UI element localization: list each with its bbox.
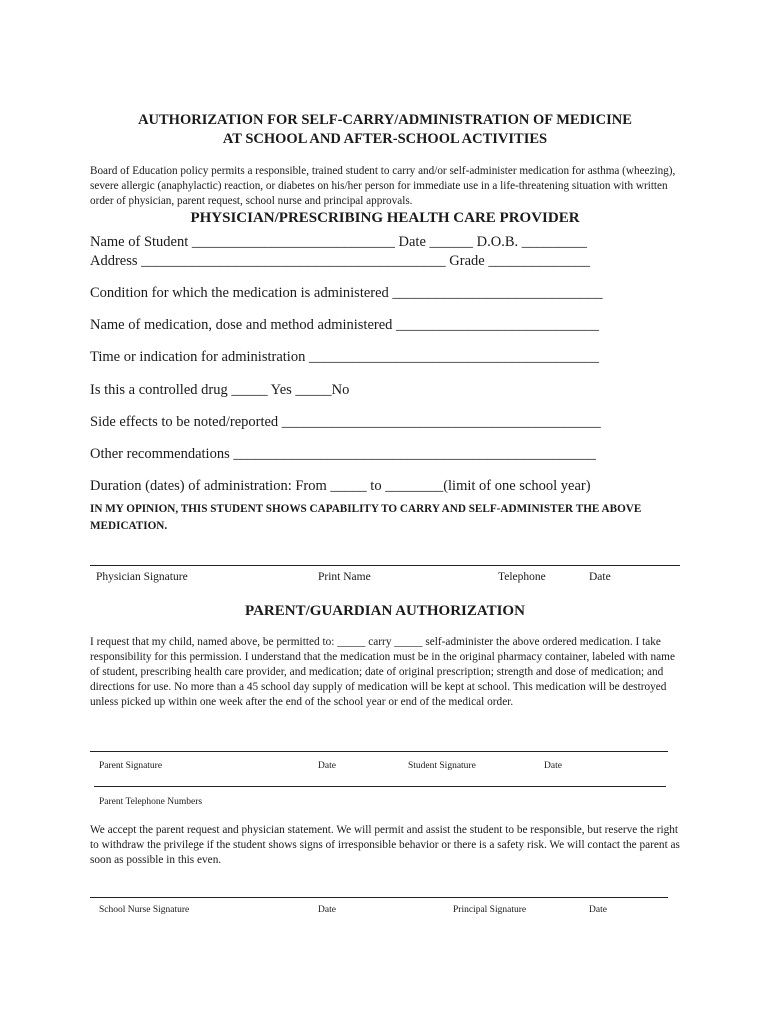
principal-signature-label: Principal Signature xyxy=(453,905,527,915)
address-field[interactable]: Address __________________________________________ Grade ______________ xyxy=(90,253,590,269)
student-name-field[interactable]: Name of Student ____________________________ Date ______ D.O.B. _________ xyxy=(90,234,587,250)
principal-date-label: Date xyxy=(589,905,607,915)
student-signature-label: Student Signature xyxy=(408,761,476,771)
physician-section-heading: PHYSICIAN/PRESCRIBING HEALTH CARE PROVIDER xyxy=(190,210,580,226)
form-title-line-1: AUTHORIZATION FOR SELF-CARRY/ADMINISTRATION OF MEDICINE xyxy=(138,112,632,128)
nurse-date-label: Date xyxy=(318,905,336,915)
nurse-signature-label: School Nurse Signature xyxy=(99,905,190,915)
administration-time-field[interactable]: Time or indication for administration ________________________________________ xyxy=(90,349,599,365)
controlled-drug-field[interactable]: Is this a controlled drug _____ Yes _____No xyxy=(90,382,350,398)
student-date-label: Date xyxy=(544,761,562,771)
physician-opinion-statement: IN MY OPINION, THIS STUDENT SHOWS CAPABILITY TO CARRY AND SELF-ADMINISTER THE ABOVE MEDICATION. xyxy=(90,503,642,532)
physician-signature-label: Physician Signature xyxy=(96,571,188,583)
print-name-label: Print Name xyxy=(318,571,371,583)
condition-field[interactable]: Condition for which the medication is administered _____________________________ xyxy=(90,285,603,301)
other-recommendations-field[interactable]: Other recommendations __________________________________________________ xyxy=(90,446,596,462)
duration-field[interactable]: Duration (dates) of administration: From _____ to ________(limit of one school year) xyxy=(90,478,591,494)
parent-signature-line[interactable] xyxy=(90,751,668,752)
parent-telephone-label: Parent Telephone Numbers xyxy=(99,797,203,807)
physician-date-label: Date xyxy=(589,571,611,583)
parent-signature-label: Parent Signature xyxy=(99,761,163,771)
parent-section-heading: PARENT/GUARDIAN AUTHORIZATION xyxy=(245,603,525,619)
side-effects-field[interactable]: Side effects to be noted/reported ____________________________________________ xyxy=(90,414,601,430)
parent-telephone-line[interactable] xyxy=(94,786,666,787)
parent-authorization-text: I request that my child, named above, be permitted to: _____ carry _____ self-administer the above ordered medication. I take responsibility for this permission. I understand that the medication must be in the original pharmacy container, labeled with name of student, prescribing health care provider, and medication; date of original prescription; strength and dose of medication; and directions for use. No more than a 45 school day supply of medication will be kept at school. This medication will be destroyed unless picked up within one week after the end of the school year or end of the medical order. xyxy=(90,636,675,708)
telephone-label: Telephone xyxy=(498,571,546,583)
parent-date-label: Date xyxy=(318,761,336,771)
nurse-principal-signature-line[interactable] xyxy=(90,897,668,898)
physician-signature-line[interactable] xyxy=(90,565,680,566)
policy-intro: Board of Education policy permits a responsible, trained student to carry and/or self-administer medication for asthma (wheezing), severe allergic (anaphylactic) reaction, or diabetes on his/her person for immediate use in a life-threatening situation with written order of physician, parent request, school nurse and principal approvals. xyxy=(90,165,676,207)
medication-field[interactable]: Name of medication, dose and method administered ____________________________ xyxy=(90,317,600,333)
school-acceptance-text: We accept the parent request and physician statement. We will permit and assist the student to be responsible, but reserve the right to withdraw the privilege if the student shows signs of irresponsible behavior or there is a safety risk. We will contact the parent as soon as possible in this even. xyxy=(90,824,680,866)
form-title-line-2: AT SCHOOL AND AFTER-SCHOOL ACTIVITIES xyxy=(222,131,548,147)
